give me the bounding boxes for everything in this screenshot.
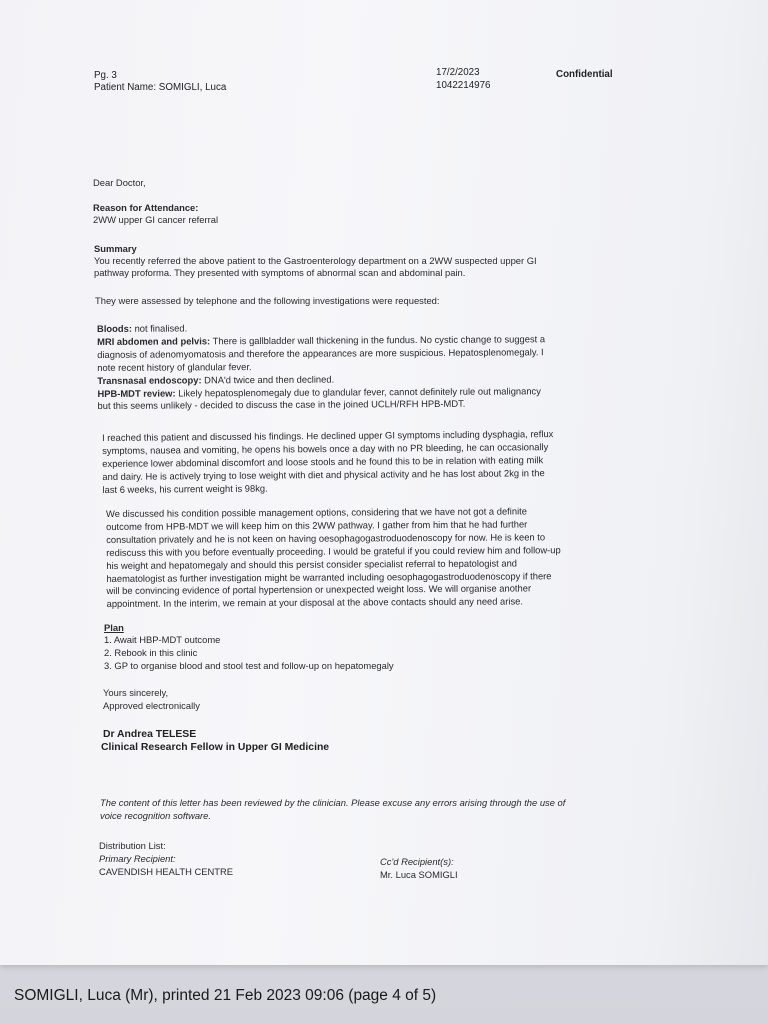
- findings-paragraph: [102, 427, 663, 496]
- cc-recipient-label: Cc'd Recipient(s):: [380, 856, 454, 867]
- plan-item: 2. Rebook in this clinic: [104, 646, 198, 658]
- mri-line: note recent history of glandular fever.: [97, 360, 252, 373]
- discussion-line: his weight and hepatomegaly and should this persist consider specialist referral to hepatologist and: [106, 557, 518, 571]
- investigations-block: [97, 320, 658, 414]
- mri-label: MRI abdomen and pelvis:: [97, 335, 211, 347]
- bloods-label: Bloods:: [97, 322, 132, 334]
- findings-line: experience lower abdominal discomfort and loose stools and he found this to be in relation with eating milk: [102, 453, 544, 469]
- findings-line: and dairy. He is actively trying to lose weight with diet and physical activity and he has lost about 2kg in the: [102, 466, 545, 482]
- closing-line: Yours sincerely,: [103, 687, 169, 698]
- discussion-line: appointment. In the interim, we remain at your disposal at the above contacts should any need arise.: [106, 595, 524, 610]
- mri-text: There is gallbladder wall thickening in the fundus. No cystic change to suggest a: [210, 333, 546, 347]
- discussion-line: consultation privately and he is not keen on having oesophagogastroduodenoscopy for now. He is keen to: [106, 531, 546, 545]
- letter-date: 17/2/2023: [436, 67, 480, 78]
- endoscopy-label: Transnasal endoscopy:: [97, 373, 202, 386]
- discussion-line: haematologist as further investigation might be warranted including oesophagogastroduodenoscopy if there: [106, 569, 552, 584]
- disclaimer-line: The content of this letter has been reviewed by the clinician. Please excuse any errors arising through the use of: [100, 797, 566, 808]
- cc-recipient-value: Mr. Luca SOMIGLI: [380, 869, 458, 880]
- discussion-line: rediscuss this with you before eventually proceeding. I would be grateful if you could review him and follow-up: [106, 543, 561, 558]
- findings-line: I reached this patient and discussed his findings. He declined upper GI symptoms including dysphagia, reflux: [102, 428, 554, 443]
- summary-heading: Summary: [94, 243, 137, 254]
- signatory-name: Dr Andrea TELESE: [103, 729, 197, 740]
- salutation: Dear Doctor,: [93, 177, 146, 188]
- mri-line: diagnosis of adenomyomatosis and therefore the appearances are more suspicious. Hepatosplenomegaly. I: [97, 346, 544, 360]
- summary-line: They were assessed by telephone and the following investigations were requested:: [95, 295, 440, 306]
- print-footer: SOMIGLI, Luca (Mr), printed 21 Feb 2023 09:06 (page 4 of 5): [14, 987, 437, 1004]
- reason-text: 2WW upper GI cancer referral: [93, 214, 219, 225]
- hpb-line: but this seems unlikely - decided to discuss the case in the joined UCLH/RFH HPB-MDT.: [97, 398, 466, 412]
- distribution-heading: Distribution List:: [99, 840, 166, 851]
- primary-recipient-label: Primary Recipient:: [99, 853, 176, 864]
- closing-line: Approved electronically: [103, 700, 200, 711]
- primary-recipient-value: CAVENDISH HEALTH CENTRE: [99, 866, 234, 877]
- discussion-paragraph: [106, 505, 667, 612]
- plan-item: 3. GP to organise blood and stool test and follow-up on hepatomegaly: [104, 659, 394, 671]
- signatory-title: Clinical Research Fellow in Upper GI Medicine: [101, 742, 330, 753]
- summary-line: pathway proforma. They presented with symptoms of abnormal scan and abdominal pain.: [94, 267, 466, 278]
- hpb-text: Likely hepatosplenomegaly due to glandular fever, cannot definitely rule out malignancy: [175, 384, 541, 399]
- plan-item: 1. Await HBP-MDT outcome: [104, 634, 221, 645]
- reason-heading: Reason for Attendance:: [93, 202, 199, 213]
- findings-line: symptoms, nausea and vomiting, he opens his bowels once a day with no PR bleeding, he can occasionally: [102, 441, 549, 456]
- confidential-label: Confidential: [556, 69, 613, 80]
- endoscopy-text: DNA'd twice and then declined.: [201, 373, 335, 385]
- summary-line: You recently referred the above patient to the Gastroenterology department on a 2WW suspected upper GI: [94, 255, 537, 266]
- disclaimer-line: voice recognition software.: [100, 810, 211, 821]
- reference-number: 1042214976: [436, 80, 491, 91]
- discussion-line: We discussed his condition possible management options, considering that we have not got a definite: [106, 505, 527, 519]
- hpb-label: HPB-MDT review:: [97, 387, 176, 399]
- discussion-line: outcome from HPB-MDT we will keep him on this 2WW pathway. I gather from him that he had further: [106, 518, 528, 532]
- findings-line: last 6 weeks, his current weight is 98kg.: [102, 482, 268, 495]
- bloods-text: not finalised.: [131, 322, 188, 334]
- plan-heading: Plan: [104, 622, 124, 633]
- patient-name: Patient Name: SOMIGLI, Luca: [94, 82, 227, 93]
- plan-list: [104, 634, 394, 673]
- page-number: Pg. 3: [94, 70, 117, 81]
- discussion-line: will be convincing evidence of portal hypertension or unexpected weight loss. We will organise another: [106, 582, 532, 597]
